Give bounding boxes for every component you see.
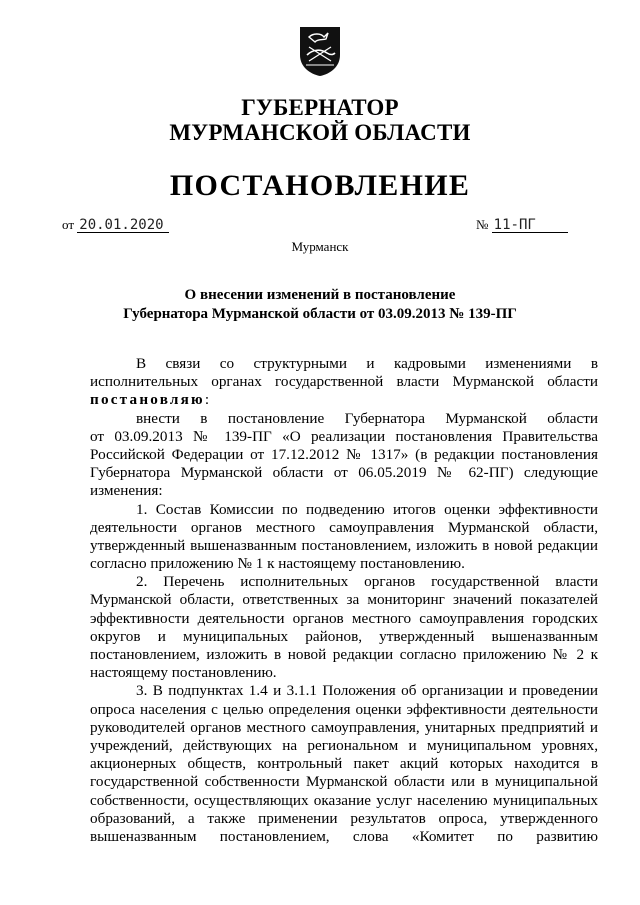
body-line: акционерных обществ, контрольный пакет акций которых находится в — [90, 755, 598, 773]
body-line: собственности, осуществляющих оказание услуг населению муниципальных — [90, 791, 598, 809]
body-line: 2. Перечень исполнительных органов государственной власти — [136, 573, 598, 591]
body-line: исполнительных органах государственной власти Мурманской области — [90, 373, 598, 391]
body-line: государственной собственности Мурманской области или в муниципальной — [90, 773, 598, 791]
body-line: утвержденный вышеназванным постановлением, изложить в новой редакции — [90, 536, 598, 554]
number-value: 11-ПГ — [492, 218, 568, 233]
decree-line — [90, 391, 598, 409]
coat-of-arms-emblem — [297, 25, 343, 77]
body-line: согласно приложению № 1 к настоящему постановлению. — [90, 555, 465, 573]
document-type-title: ПОСТАНОВЛЕНИЕ — [169, 169, 471, 202]
date-value: 20.01.2020 — [77, 218, 169, 233]
issuer-title-line-1: ГУБЕРНАТОР — [241, 95, 399, 120]
document-body — [90, 355, 598, 846]
body-line: Губернатора Мурманской области от 06.05.2019 № 62-ПГ) следующие — [90, 464, 598, 482]
body-line: постановлением, изложить в новой редакции согласно приложению № 2 к — [90, 646, 598, 663]
date-prefix: от — [62, 217, 75, 232]
issuer-title-line-2: МУРМАНСКОЙ ОБЛАСТИ — [169, 120, 471, 145]
body-line: округов и муниципальных районов, утвержденный вышеназванным — [90, 627, 598, 645]
body-line: Российской Федерации от 17.12.2012 № 1317» (в редакции постановления — [90, 445, 598, 463]
subject-line-2: Губернатора Мурманской области от 03.09.2013 № 139-ПГ — [123, 306, 517, 322]
body-line: опроса населения с целью определения оценки эффективности деятельности — [90, 700, 598, 718]
body-line: 3. В подпунктах 1.4 и 3.1.1 Положения об организации и проведении — [136, 682, 598, 700]
decree-word: постановляю — [90, 391, 205, 409]
body-line: учреждений, действующих на региональном и муниципальном уровнях, — [90, 736, 598, 754]
subject-line-1: О внесении изменений в постановление — [184, 287, 456, 303]
body-line: от 03.09.2013 № 139-ПГ «О реализации постановления Правительства — [90, 427, 598, 445]
number-field — [476, 217, 568, 233]
date-field — [62, 217, 169, 233]
body-line: изменения: — [90, 482, 163, 500]
body-line: вышеназванным постановлением, слова «Комитет по развитию — [90, 827, 598, 845]
body-line: руководителей органов местного самоуправления, унитарных предприятий и — [90, 718, 598, 736]
body-line: деятельности органов местного самоуправления Мурманской области, — [90, 518, 598, 536]
body-line: внести в постановление Губернатора Мурманской области — [136, 409, 598, 427]
body-line: эффективности деятельности органов местного самоуправления городских — [90, 609, 598, 627]
city-label: Мурманск — [291, 239, 349, 254]
body-line: 1. Состав Комиссии по подведению итогов оценки эффективности — [136, 500, 598, 518]
number-prefix: № — [476, 217, 489, 232]
body-line: образований, а также применении результатов опроса, утвержденного — [90, 809, 598, 827]
body-line: настоящему постановлению. — [90, 664, 277, 682]
body-line: В связи со структурными и кадровыми изменениями в — [136, 355, 598, 372]
body-line: Мурманской области, ответственных за мониторинг значений показателей — [90, 591, 598, 609]
decree-colon: : — [204, 391, 210, 409]
